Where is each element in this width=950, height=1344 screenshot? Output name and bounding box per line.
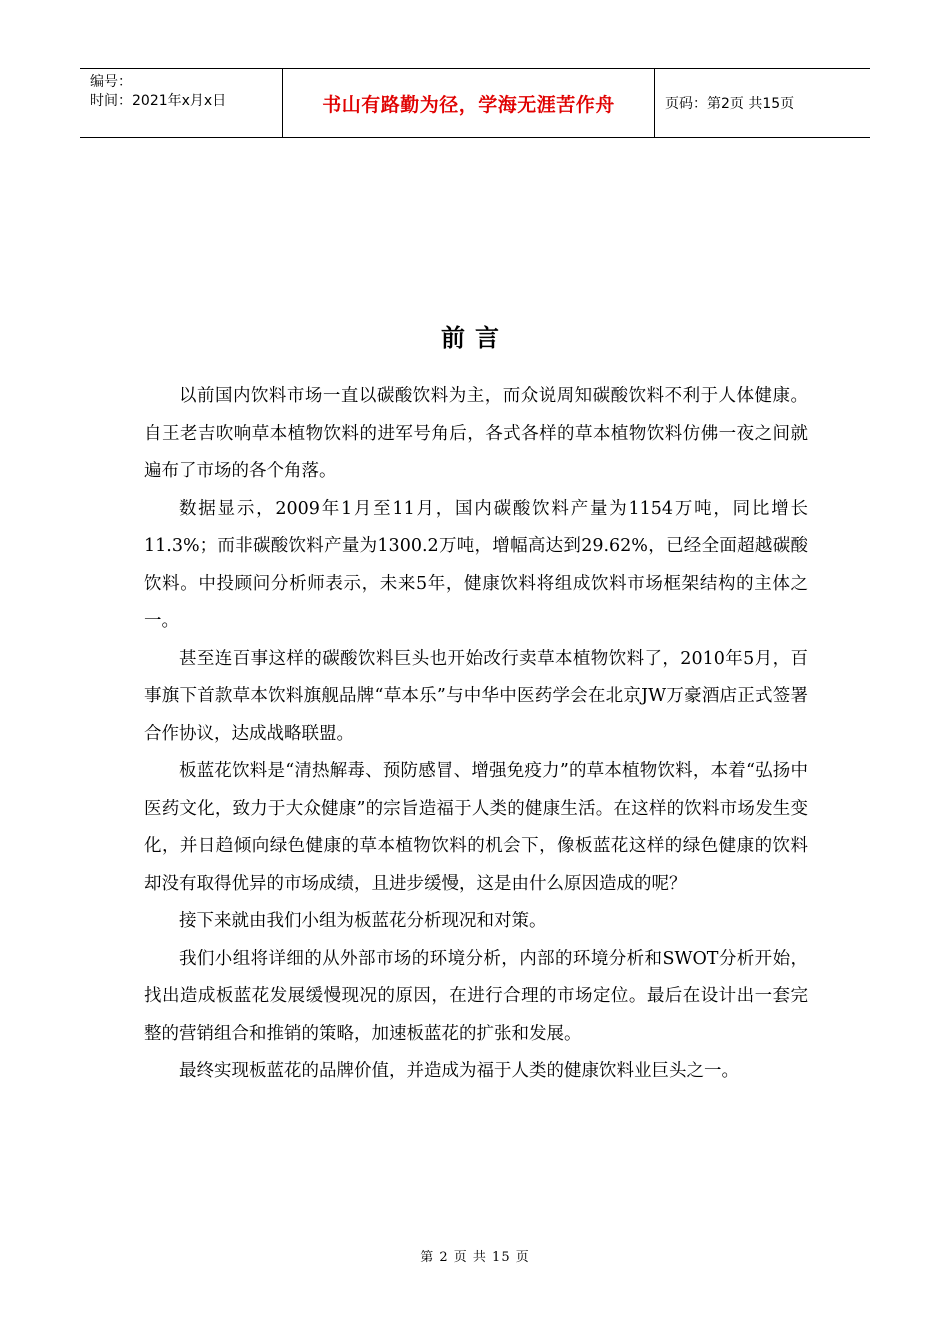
paragraph: 以前国内饮料市场一直以碳酸饮料为主，而众说周知碳酸饮料不利于人体健康。自王老吉吹响草本植物饮料的进军号角后，各式各样的草本植物饮料仿佛一夜之间就遍布了市场的各个角落。 (144, 386, 808, 481)
header-motto: 书山有路勤为径，学海无涯苦作舟 (282, 69, 655, 137)
number-label: 编号： (90, 74, 132, 90)
paragraph: 数据显示，2009年1月至11月，国内碳酸饮料产量为1154万吨，同比增长11.3%；而非碳酸饮料产量为1300.2万吨，增幅高达到29.62%，已经全面超越碳酸饮料。中投顾问分析师表示，未来5年，健康饮料将组成饮料市场框架结构的主体之一。 (144, 498, 808, 631)
header-info-cell (80, 69, 282, 137)
page-footer: 第 2 页 共 15 页 (420, 1250, 530, 1265)
time-label: 时间：2021年x月x日 (90, 93, 227, 109)
paragraph: 甚至连百事这样的碳酸饮料巨头也开始改行卖草本植物饮料了，2010年5月，百事旗下首款草本饮料旗舰品牌“草本乐”与中华中医药学会在北京JW万豪酒店正式签署合作协议，达成战略联盟。 (144, 648, 808, 744)
paragraph: 我们小组将详细的从外部市场的环境分析，内部的环境分析和SWOT分析开始，找出造成板蓝花发展缓慢现况的原因，在进行合理的市场定位。最后在设计出一套完整的营销组合和推销的策略，加速板蓝花的扩张和发展。 (144, 948, 808, 1044)
paragraph: 接下来就由我们小组为板蓝花分析现况和对策。 (179, 911, 547, 931)
document-header (80, 68, 870, 138)
page-title: 前言 (441, 324, 509, 352)
header-page-label: 页码：第2页 共15页 (665, 96, 795, 112)
paragraph: 最终实现板蓝花的品牌价值，并造成为福于人类的健康饮料业巨头之一。 (179, 1061, 739, 1081)
document-body (144, 378, 808, 1091)
paragraph: 板蓝花饮料是“清热解毒、预防感冒、增强免疫力”的草本植物饮料，本着“弘扬中医药文化，致力于大众健康”的宗旨造福于人类的健康生活。在这样的饮料市场发生变化，并日趋倾向绿色健康的草本植物饮料的机会下，像板蓝花这样的绿色健康的饮料却没有取得优异的市场成绩，且进步缓慢，这是由什么原因造成的呢？ (144, 761, 808, 894)
